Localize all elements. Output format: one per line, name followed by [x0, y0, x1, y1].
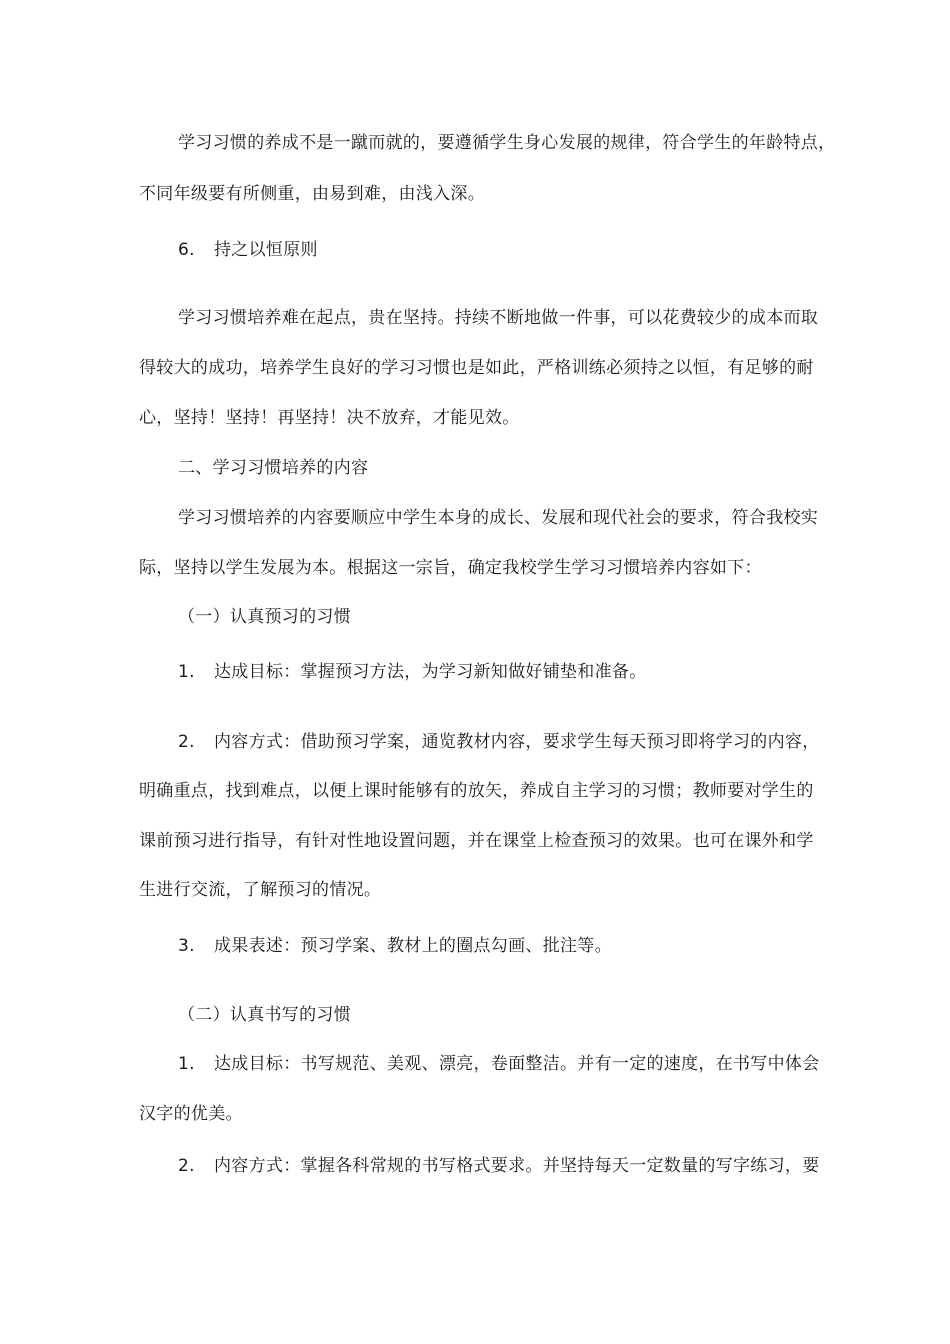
paragraph-line: 汉字的优美。	[139, 1104, 243, 1124]
list-number: 3.	[178, 936, 195, 956]
list-text: 达成目标：书写规范、美观、漂亮，卷面整洁。并有一定的速度，在书写中体会	[214, 1054, 820, 1074]
list-number: 2.	[178, 1156, 195, 1176]
list-item	[178, 1156, 820, 1176]
paragraph-line: 生进行交流，了解预习的情况。	[139, 880, 382, 900]
list-item	[178, 732, 820, 752]
list-item	[178, 936, 612, 956]
list-item	[178, 662, 647, 682]
paragraph-line: 得较大的成功，培养学生良好的学习习惯也是如此，严格训练必须持之以恒，有足够的耐	[139, 358, 814, 378]
list-number: 2.	[178, 732, 195, 752]
list-number: 6.	[178, 240, 195, 260]
paragraph-line: 不同年级要有所侧重，由易到难，由浅入深。	[139, 184, 485, 204]
paragraph-line: 学习习惯的养成不是一蹴而就的，要遵循学生身心发展的规律，符合学生的年龄特点，	[178, 133, 836, 153]
list-text: 内容方式：掌握各科常规的书写格式要求。并坚持每天一定数量的写字练习，要	[214, 1156, 820, 1176]
paragraph-line: 学习习惯培养的内容要顺应中学生本身的成长、发展和现代社会的要求，符合我校实	[178, 508, 819, 528]
list-item	[178, 1054, 820, 1074]
numbered-heading	[178, 240, 318, 260]
list-text: 持之以恒原则	[214, 240, 318, 260]
list-text: 达成目标：掌握预习方法，为学习新知做好铺垫和准备。	[214, 662, 647, 682]
paragraph-line: 际，坚持以学生发展为本。根据这一宗旨，确定我校学生学习习惯培养内容如下：	[139, 558, 762, 578]
paragraph-line: 明确重点，找到难点，以便上课时能够有的放矢，养成自主学习的习惯；教师要对学生的	[139, 781, 814, 801]
list-text: 内容方式：借助预习学案，通览教材内容，要求学生每天预习即将学习的内容，	[214, 732, 820, 752]
paragraph-line: 心，坚持！坚持！再坚持！决不放弃，才能见效。	[139, 408, 520, 428]
paragraph-line: 学习习惯培养难在起点，贵在坚持。持续不断地做一件事，可以花费较少的成本而取	[178, 308, 819, 328]
section-heading: 二、学习习惯培养的内容	[178, 458, 369, 478]
subsection-heading: （二）认真书写的习惯	[178, 1005, 351, 1025]
list-number: 1.	[178, 1054, 195, 1074]
subsection-heading: （一）认真预习的习惯	[178, 607, 351, 627]
list-number: 1.	[178, 662, 195, 682]
paragraph-line: 课前预习进行指导，有针对性地设置问题，并在课堂上检查预习的效果。也可在课外和学	[139, 831, 814, 851]
list-text: 成果表述：预习学案、教材上的圈点勾画、批注等。	[214, 936, 612, 956]
